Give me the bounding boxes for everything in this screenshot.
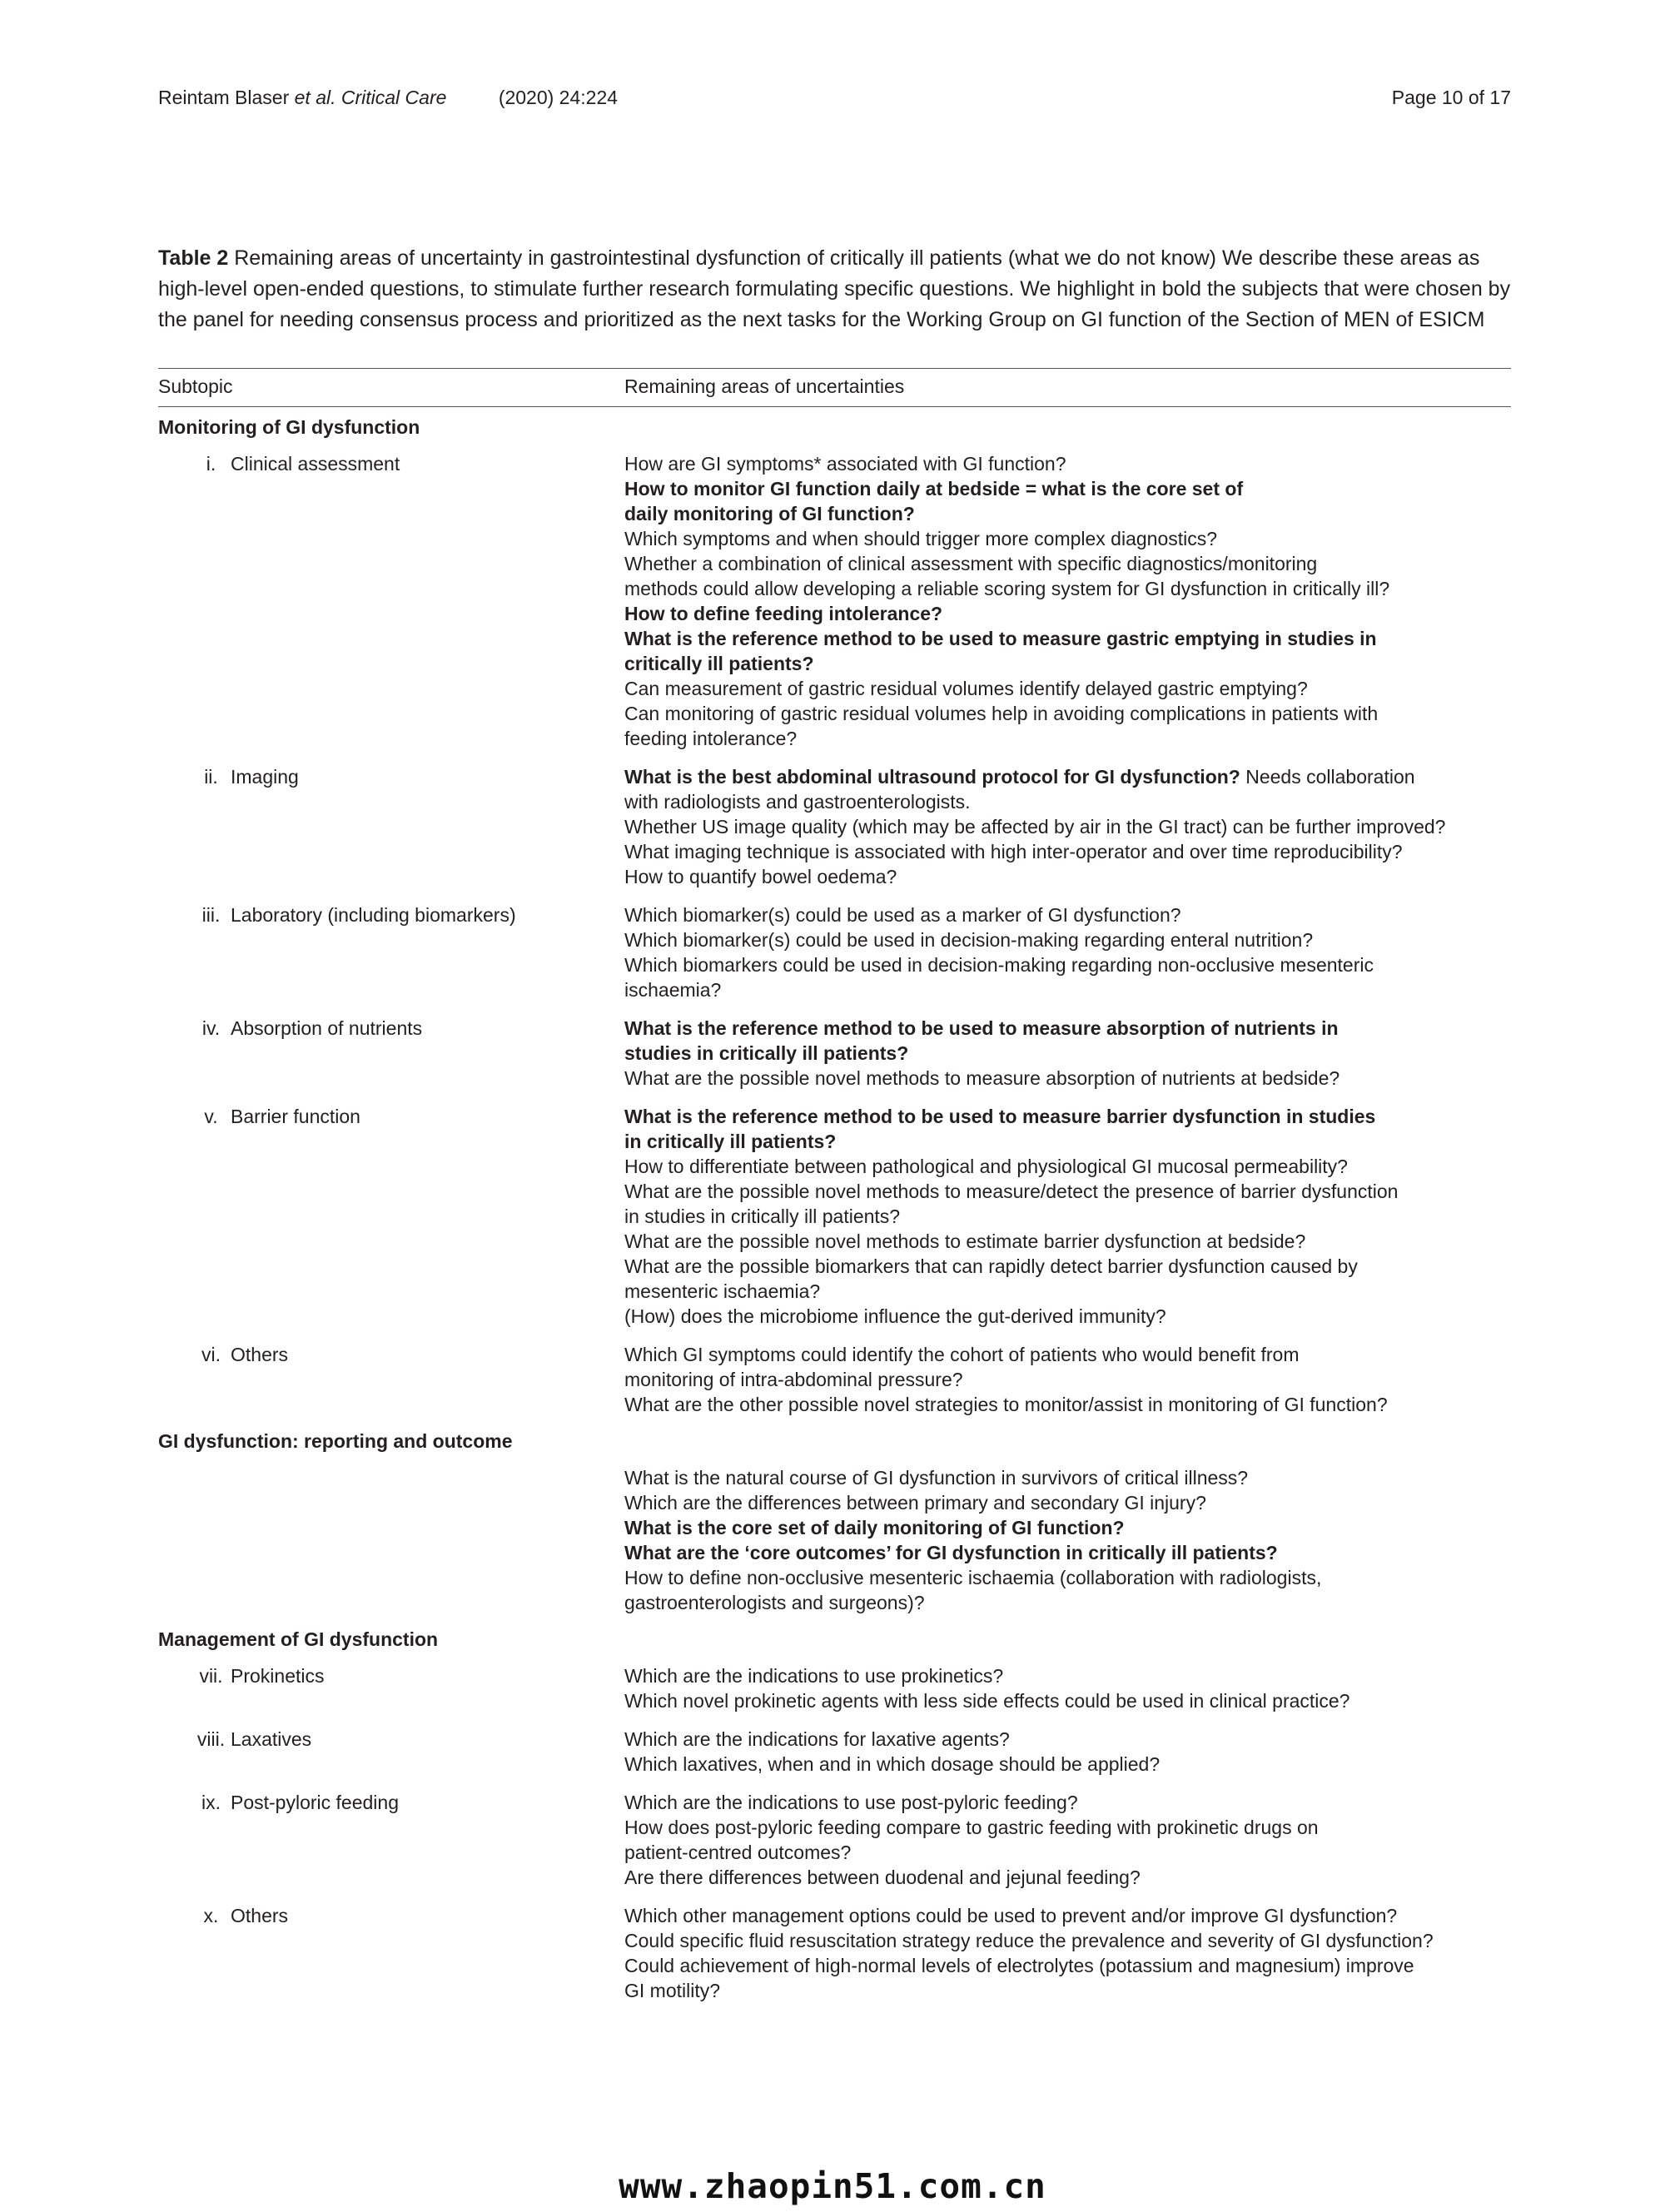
question: Which are the indications to use post-pyloric feeding? <box>624 1792 1078 1813</box>
row-subtopic: Clinical assessment <box>231 453 400 475</box>
row-number: vi. <box>201 1344 221 1365</box>
question: What are the possible novel methods to estimate barrier dysfunction at bedside? <box>624 1230 1306 1252</box>
row-questions <box>624 902 1511 1002</box>
question: Which biomarker(s) could be used in decision-making regarding enteral nutrition? <box>624 929 1314 951</box>
row-subtopic: Post-pyloric feeding <box>231 1792 399 1813</box>
row-questions <box>624 451 1511 751</box>
row-subtopic: Prokinetics <box>231 1665 325 1687</box>
question: ischaemia? <box>624 979 722 1001</box>
question: in studies in critically ill patients? <box>624 1205 901 1227</box>
question: critically ill patients? <box>624 653 814 674</box>
journal-name: Critical Care <box>340 87 447 108</box>
table-row <box>158 1727 1511 1777</box>
question: (How) does the microbiome influence the gut-derived immunity? <box>624 1305 1166 1327</box>
question: Could achievement of high-normal levels of electrolytes (potassium and magnesium) improve <box>624 1955 1414 1976</box>
question: Which are the differences between primary and secondary GI injury? <box>624 1492 1206 1514</box>
question: Which GI symptoms could identify the cohort of patients who would benefit from <box>624 1344 1300 1365</box>
question: What is the natural course of GI dysfunction in survivors of critical illness? <box>624 1467 1249 1489</box>
table-caption <box>158 243 1511 336</box>
question: in critically ill patients? <box>624 1131 837 1152</box>
question: with radiologists and gastroenterologists. <box>624 791 971 813</box>
row-questions <box>624 1465 1511 1615</box>
question: Which are the indications to use prokinetics? <box>624 1665 1004 1687</box>
question: How to define feeding intolerance? <box>624 603 943 624</box>
row-number: iii. <box>201 904 221 926</box>
question: What are the possible novel methods to measure absorption of nutrients at bedside? <box>624 1067 1340 1089</box>
row-questions <box>624 1790 1511 1890</box>
citation: (2020) 24:224 <box>498 87 619 108</box>
row-number: iv. <box>201 1017 221 1039</box>
row-subtopic: Others <box>231 1344 289 1365</box>
table-label: Table 2 <box>158 246 229 270</box>
question: What are the possible novel methods to measure/detect the presence of barrier dysfunction <box>624 1181 1399 1202</box>
row-subtopic: Absorption of nutrients <box>231 1017 423 1039</box>
question: What are the possible biomarkers that can rapidly detect barrier dysfunction caused by <box>624 1255 1358 1277</box>
row-number: ix. <box>201 1792 221 1813</box>
watermark: www.zhaopin51.com.cn <box>619 2166 1046 2206</box>
table-row <box>158 764 1511 889</box>
row-questions <box>624 1342 1511 1417</box>
question: Which other management options could be used to prevent and/or improve GI dysfunction? <box>624 1905 1398 1926</box>
question: Are there differences between duodenal and jejunal feeding? <box>624 1867 1141 1888</box>
question: How to quantify bowel oedema? <box>624 866 897 887</box>
row-subtopic: Laxatives <box>231 1728 312 1750</box>
section-title: Monitoring of GI dysfunction <box>158 416 420 438</box>
question: patient-centred outcomes? <box>624 1842 852 1863</box>
question: mesenteric ischaemia? <box>624 1280 821 1302</box>
row-number: viii. <box>196 1728 226 1750</box>
question: How are GI symptoms* associated with GI function? <box>624 453 1066 475</box>
question: Which laxatives, when and in which dosage should be applied? <box>624 1753 1161 1775</box>
question: feeding intolerance? <box>624 728 798 749</box>
row-number: ii. <box>204 766 218 788</box>
section-title: Management of GI dysfunction <box>158 1628 439 1650</box>
question: daily monitoring of GI function? <box>624 503 915 524</box>
table-row <box>158 1790 1511 1890</box>
question: What is the reference method to be used to measure absorption of nutrients in <box>624 1017 1339 1039</box>
question: monitoring of intra-abdominal pressure? <box>624 1369 963 1390</box>
question: Whether a combination of clinical assessment with specific diagnostics/monitoring <box>624 553 1318 574</box>
question: What are the other possible novel strategies to monitor/assist in monitoring of GI function? <box>624 1394 1388 1415</box>
uncertainty-table <box>158 368 1511 2003</box>
question: Which biomarker(s) could be used as a marker of GI dysfunction? <box>624 904 1181 926</box>
question: Whether US image quality (which may be affected by air in the GI tract) can be further improved? <box>624 816 1446 838</box>
question: How does post-pyloric feeding compare to gastric feeding with prokinetic drugs on <box>624 1817 1319 1838</box>
question: Which biomarkers could be used in decision-making regarding non-occlusive mesenteric <box>624 954 1374 976</box>
question: Which symptoms and when should trigger more complex diagnostics? <box>624 528 1218 549</box>
question: Can measurement of gastric residual volumes identify delayed gastric emptying? <box>624 678 1308 699</box>
question: What is the core set of daily monitoring of GI function? <box>624 1517 1125 1538</box>
page-number: Page 10 of 17 <box>1391 87 1511 108</box>
table-row <box>158 1663 1511 1713</box>
section-title: GI dysfunction: reporting and outcome <box>158 1430 513 1452</box>
question: Could specific fluid resuscitation strategy reduce the prevalence and severity of GI dysfunction? <box>624 1930 1434 1951</box>
row-questions <box>624 1016 1511 1091</box>
table-row <box>158 451 1511 751</box>
row-subtopic: Others <box>231 1905 289 1926</box>
question: gastroenterologists and surgeons)? <box>624 1592 925 1613</box>
et-al: et al. <box>294 87 336 108</box>
row-questions <box>624 1663 1511 1713</box>
table-row <box>158 902 1511 1002</box>
question: Which are the indications for laxative agents? <box>624 1728 1010 1750</box>
question: How to differentiate between pathological and physiological GI mucosal permeability? <box>624 1156 1348 1177</box>
question: How to define non-occlusive mesenteric ischaemia (collaboration with radiologists, <box>624 1567 1322 1588</box>
row-number: v. <box>204 1106 218 1127</box>
row-number: x. <box>203 1905 219 1926</box>
question: methods could allow developing a reliable scoring system for GI dysfunction in critically ill? <box>624 578 1390 599</box>
header-subtopic: Subtopic <box>158 375 233 397</box>
row-questions <box>624 1727 1511 1777</box>
question: Which novel prokinetic agents with less side effects could be used in clinical practice? <box>624 1690 1350 1712</box>
question: Needs collaboration <box>1245 766 1415 788</box>
table-row <box>158 1465 1511 1615</box>
question: What is the reference method to be used to measure gastric emptying in studies in <box>624 628 1377 649</box>
caption-text: Remaining areas of uncertainty in gastrointestinal dysfunction of critically ill patients (what we do not know) We describe these areas as high-level open-ended questions, to stimulate further research formulating specific questions. We highlight in bold the subjects that were chosen by the panel for needing consensus process and prioritized as the next tasks for the Working Group on GI function of the Section of MEN of ESICM <box>158 246 1511 331</box>
table-header <box>158 368 1511 407</box>
question: What imaging technique is associated with high inter-operator and over time reproducibility? <box>624 841 1403 862</box>
question: studies in critically ill patients? <box>624 1042 909 1064</box>
question: What is the best abdominal ultrasound protocol for GI dysfunction? <box>624 766 1240 788</box>
row-subtopic: Laboratory (including biomarkers) <box>231 904 516 926</box>
authors: Reintam Blaser <box>158 87 290 108</box>
question: What is the reference method to be used to measure barrier dysfunction in studies <box>624 1106 1376 1127</box>
table-row <box>158 1342 1511 1417</box>
question: How to monitor GI function daily at bedside = what is the core set of <box>624 478 1244 500</box>
question: GI motility? <box>624 1980 721 2001</box>
row-subtopic: Barrier function <box>231 1106 360 1127</box>
row-number: vii. <box>199 1665 223 1687</box>
table-row <box>158 1016 1511 1091</box>
row-questions <box>624 764 1511 889</box>
running-head <box>158 87 618 109</box>
row-questions <box>624 1903 1511 2003</box>
table-row <box>158 1104 1511 1329</box>
row-number: i. <box>206 453 216 475</box>
question: Can monitoring of gastric residual volumes help in avoiding complications in patients with <box>624 703 1379 724</box>
table-row <box>158 1903 1511 2003</box>
row-questions <box>624 1104 1511 1329</box>
row-subtopic: Imaging <box>231 766 299 788</box>
question: What are the ‘core outcomes’ for GI dysfunction in critically ill patients? <box>624 1542 1278 1563</box>
header-remaining: Remaining areas of uncertainties <box>624 375 905 397</box>
